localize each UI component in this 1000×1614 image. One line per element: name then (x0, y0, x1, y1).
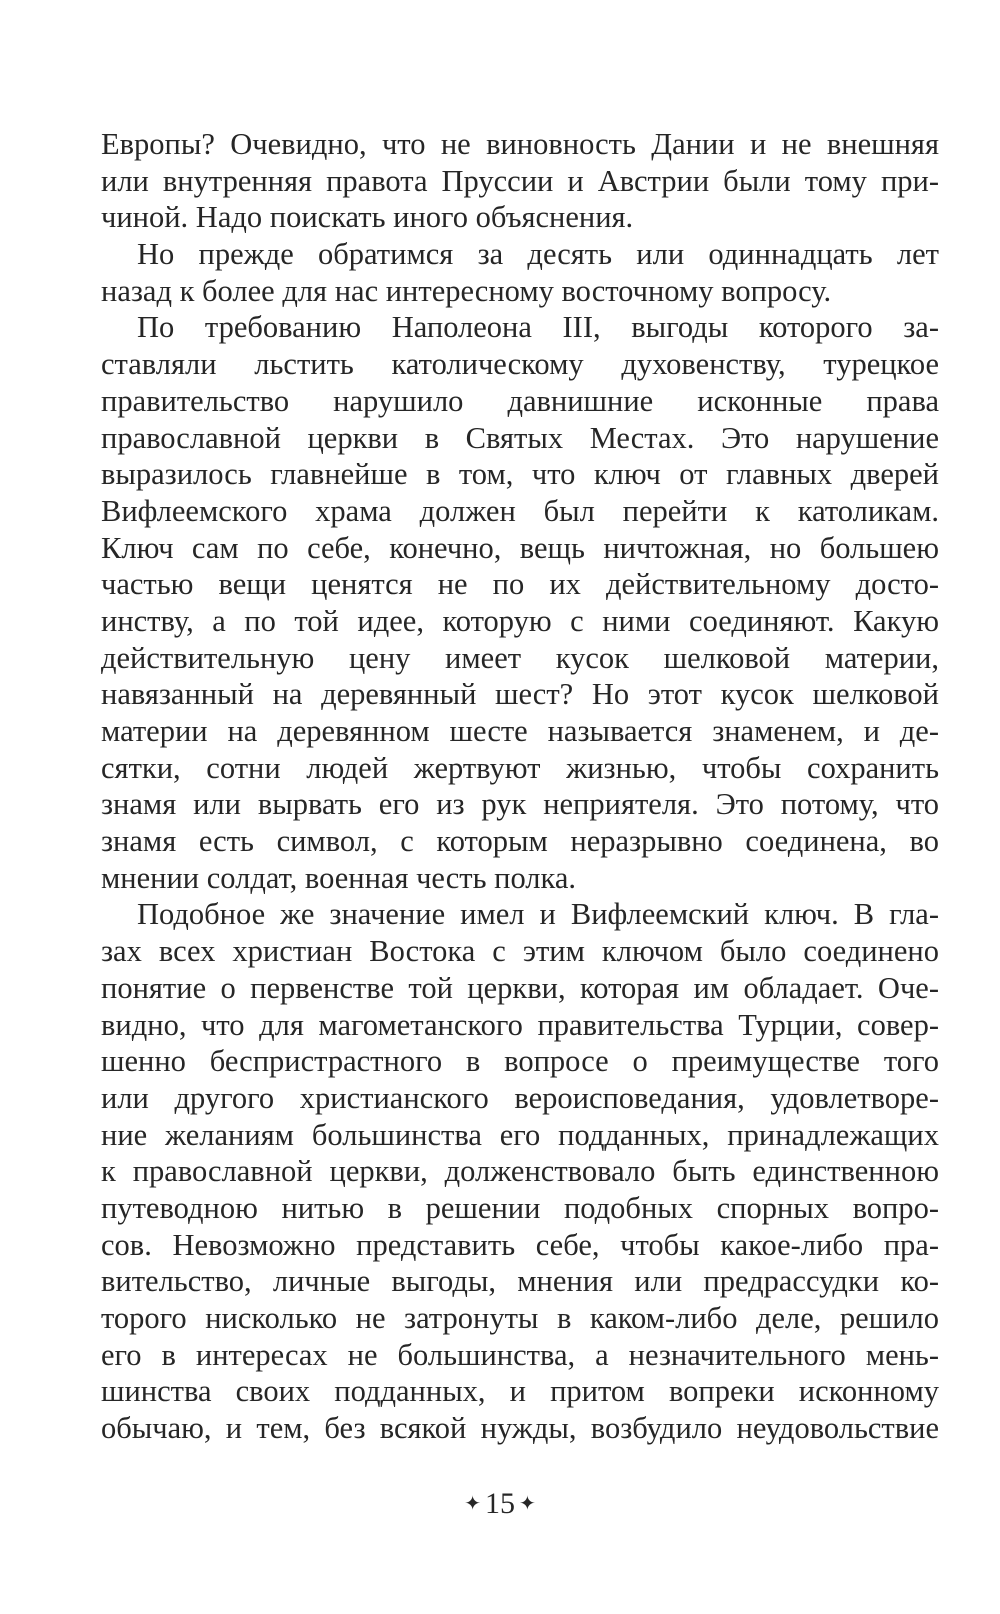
diamond-star-icon: ✦ (519, 1493, 536, 1515)
text-line: действительную цену имеет кусок шелковой материи, (101, 640, 939, 675)
text-line: вительство, личные выгоды, мнения или предрассудки ко- (101, 1264, 939, 1299)
text-line: к православной церкви, долженствовало быть единственною (101, 1154, 939, 1189)
text-line: путеводною нитью в решении подобных спорных вопро- (101, 1190, 939, 1225)
text-line: ставляли льстить католическому духовенству, турецкое (101, 347, 939, 382)
text-line: видно, что для магометанского правительства Турции, совер- (101, 1007, 939, 1042)
text-line: знамя есть символ, с которым неразрывно соединена, во (101, 824, 939, 859)
text-line: По требованию Наполеона III, выгоды которого за- (137, 310, 939, 345)
text-line: обычаю, и тем, без всякой нужды, возбудило неудовольствие (101, 1411, 939, 1446)
text-line: сов. Невозможно представить себе, чтобы какое-либо пра- (101, 1227, 939, 1262)
text-line: материи на деревянном шесте называется знаменем, и де- (101, 714, 939, 748)
text-line: назад к более для нас интересному восточному вопросу. (101, 273, 832, 308)
text-line: его в интересах не большинства, а незначительного мень- (101, 1337, 939, 1372)
text-line: шенно беспристрастного в вопросе о преимуществе того (101, 1044, 939, 1079)
text-line: зах всех христиан Востока с этим ключом было соединено (101, 934, 939, 969)
text-line: ние желаниям большинства его подданных, принадлежащих (101, 1117, 939, 1152)
text-line: частью вещи ценятся не по их действительному досто- (101, 567, 939, 602)
text-line: знамя или вырвать его из рук неприятеля. Это потому, что (101, 787, 939, 822)
text-line: инству, а по той идее, которую с ними соединяют. Какую (101, 603, 939, 638)
text-line: православной церкви в Святых Местах. Это нарушение (101, 420, 939, 455)
text-line: шинства своих подданных, и притом вопреки исконному (101, 1374, 939, 1409)
text-line: Но прежде обратимся за десять или одиннадцать лет (137, 237, 939, 272)
page-number-value: 15 (485, 1487, 515, 1520)
body-text (101, 126, 939, 1447)
text-line: понятие о первенстве той церкви, которая им обладает. Оче- (101, 970, 939, 1005)
text-line: навязанный на деревянный шест? Но этот кусок шелковой (101, 677, 939, 712)
text-line: чиной. Надо поискать иного объяснения. (101, 200, 634, 235)
text-line: или внутренняя правота Пруссии и Австрии были тому при- (101, 163, 939, 198)
text-line: правительство нарушило давнишние исконные права (101, 383, 939, 418)
text-line: Ключ сам по себе, конечно, вещь ничтожная, но большею (101, 530, 939, 565)
page-number (0, 1486, 1000, 1522)
text-line: Вифлеемского храма должен был перейти к католикам. (101, 493, 939, 528)
text-line: мнении солдат, военная честь полка. (101, 860, 577, 895)
text-line: выразилось главнейше в том, что ключ от главных дверей (101, 457, 939, 492)
diamond-star-icon: ✦ (464, 1493, 481, 1515)
text-line: Европы? Очевидно, что не виновность Дании и не внешняя (101, 127, 939, 161)
text-line: торого нисколько не затронуты в каком-либо деле, решило (101, 1301, 939, 1335)
text-line: сятки, сотни людей жертвуют жизнью, чтобы сохранить (101, 750, 939, 785)
text-line: или другого христианского вероисповедания, удовлетворе- (101, 1080, 939, 1115)
text-line: Подобное же значение имел и Вифлеемский ключ. В гла- (137, 897, 939, 932)
